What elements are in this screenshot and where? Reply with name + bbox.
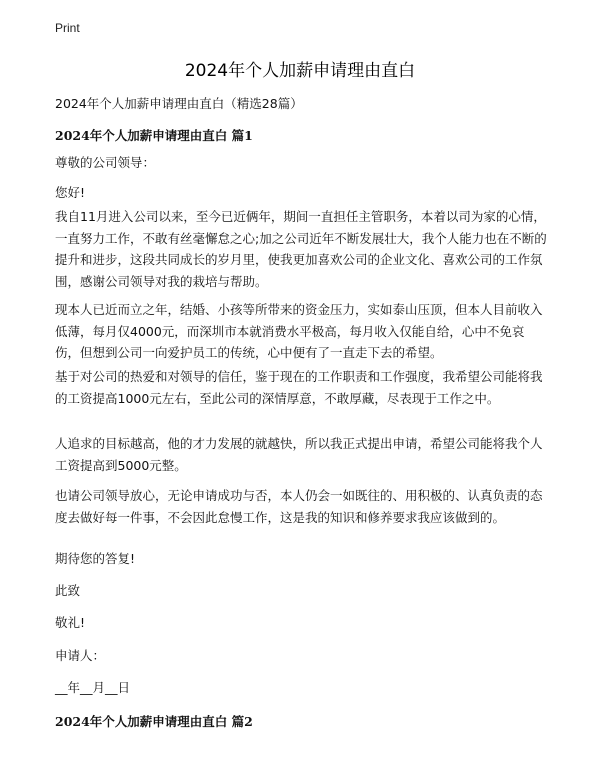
greeting: 您好! xyxy=(55,185,86,200)
print-label[interactable]: Print xyxy=(55,21,80,35)
body-paragraph-4: 人追求的目标越高，他的才力发展的就越快，所以我正式提出申请，希望公司能将我个人工资提高到5000元整。 xyxy=(55,436,543,473)
body-paragraph-1: 我自11月进入公司以来，至今已近俩年，期间一直担任主管职务，本着以司为家的心情，一直努力工作，不敢有丝毫懈怠之心;加之公司近年不断发展壮大，我个人能力也在不断的提升和进步，这段共同成长的岁月里，使我更加喜欢公司的企业文化、喜欢公司的工作氛围，感谢公司领导对我的栽培与帮助。 xyxy=(55,209,547,289)
section-2-heading: 2024年个人加薪申请理由直白 篇2 xyxy=(55,714,253,729)
subtitle: 2024年个人加薪申请理由直白（精选28篇） xyxy=(55,96,303,111)
section-1-heading: 2024年个人加薪申请理由直白 篇1 xyxy=(55,128,253,143)
zhici-line: 此致 xyxy=(55,583,81,598)
applicant-line: 申请人： xyxy=(55,648,106,663)
body-paragraph-3: 基于对公司的热爱和对领导的信任，鉴于现在的工作职责和工作强度，我希望公司能将我的工资提高1000元左右，至此公司的深情厚意，不敢厚藏，尽表现于工作之中。 xyxy=(55,369,543,406)
page-title: 2024年个人加薪申请理由直白 xyxy=(184,61,416,81)
jingli-line: 敬礼! xyxy=(55,615,86,630)
closing-line: 期待您的答复! xyxy=(55,551,136,566)
body-paragraph-2: 现本人已近而立之年，结婚、小孩等所带来的资金压力，实如泰山压顶，但本人目前收入低薄，每月仅4000元，而深圳市本就消费水平极高，每月收入仅能自给，心中不免哀伤，但想到公司一向爱护员工的传统，心中便有了一直走下去的希望。 xyxy=(55,302,543,360)
salutation: 尊敬的公司领导： xyxy=(55,155,156,170)
body-paragraph-5: 也请公司领导放心，无论申请成功与否，本人仍会一如既往的、用积极的、认真负责的态度去做好每一件事，不会因此怠慢工作，这是我的知识和修养要求我应该做到的。 xyxy=(55,488,543,525)
date-line: __年__月__日 xyxy=(55,680,131,695)
